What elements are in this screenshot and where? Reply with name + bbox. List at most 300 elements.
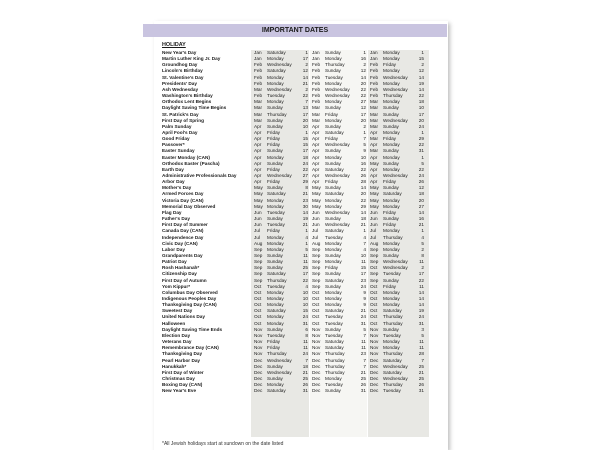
month: Mar bbox=[254, 111, 263, 117]
weekday: Sunday bbox=[267, 123, 283, 129]
month: Jun bbox=[254, 216, 262, 222]
weekday: Monday bbox=[383, 296, 400, 301]
weekday: Sunday bbox=[267, 363, 283, 369]
holiday-name: Canada Day (CAN) bbox=[162, 228, 204, 234]
day: 9 bbox=[363, 296, 366, 301]
month: Sep bbox=[370, 252, 379, 258]
month: Apr bbox=[370, 154, 378, 160]
weekday: Monday bbox=[267, 56, 284, 62]
weekday: Monday bbox=[325, 259, 342, 265]
holiday-name: Easter Sunday bbox=[162, 148, 195, 154]
day: 14 bbox=[360, 185, 366, 191]
month: Dec bbox=[254, 388, 263, 394]
weekday: Friday bbox=[267, 339, 281, 345]
holiday-name: Veterans Day bbox=[162, 339, 192, 345]
weekday: Friday bbox=[267, 166, 281, 172]
day: 1 bbox=[363, 228, 366, 234]
holiday-name: Labor Day bbox=[162, 246, 185, 252]
weekday: Saturday bbox=[383, 191, 402, 197]
weekday: Monday bbox=[383, 166, 400, 172]
month: May bbox=[254, 197, 263, 203]
holiday-name: Ash Wednesday bbox=[162, 86, 199, 92]
weekday: Thursday bbox=[325, 357, 345, 363]
day: 7 bbox=[363, 357, 366, 363]
month: Dec bbox=[254, 357, 263, 363]
day: 21 bbox=[360, 308, 366, 314]
weekday: Tuesday bbox=[267, 332, 285, 338]
day: 29 bbox=[360, 203, 366, 209]
month: Apr bbox=[254, 179, 262, 185]
day: 15 bbox=[302, 308, 308, 314]
month: Sep bbox=[254, 271, 263, 277]
month: Oct bbox=[254, 320, 262, 326]
day: 26 bbox=[418, 179, 424, 185]
weekday: Monday bbox=[267, 382, 284, 388]
day: 10 bbox=[360, 252, 366, 258]
day: 18 bbox=[418, 191, 424, 197]
weekday: Friday bbox=[267, 179, 281, 185]
holiday-name: United Nations Day bbox=[162, 314, 205, 320]
weekday: Saturday bbox=[325, 345, 344, 351]
holiday-name: Palm Sunday bbox=[162, 123, 192, 129]
weekday: Saturday bbox=[383, 369, 402, 375]
day: 20 bbox=[360, 117, 366, 123]
day: 25 bbox=[360, 375, 366, 381]
day: 22 bbox=[360, 197, 366, 203]
weekday: Monday bbox=[267, 74, 284, 80]
weekday: Wednesday bbox=[325, 209, 350, 215]
weekday: Monday bbox=[267, 240, 284, 246]
day: 30 bbox=[302, 203, 308, 209]
month: Mar bbox=[254, 117, 263, 123]
month: Mar bbox=[370, 148, 379, 154]
day: 17 bbox=[302, 271, 308, 277]
weekday: Friday bbox=[267, 136, 281, 142]
weekday: Thursday bbox=[383, 234, 403, 240]
weekday: Saturday bbox=[267, 388, 286, 394]
month: Oct bbox=[370, 283, 378, 289]
day: 14 bbox=[418, 296, 424, 301]
month: Sep bbox=[312, 246, 321, 252]
day: 17 bbox=[302, 148, 308, 154]
day: 15 bbox=[302, 142, 308, 148]
day: 27 bbox=[302, 173, 308, 178]
month: Feb bbox=[370, 93, 379, 99]
day: 19 bbox=[418, 80, 424, 86]
weekday: Monday bbox=[383, 302, 400, 308]
weekday: Monday bbox=[383, 228, 400, 234]
weekday: Thursday bbox=[383, 93, 403, 99]
month: Oct bbox=[312, 296, 320, 301]
day: 28 bbox=[360, 179, 366, 185]
day: 12 bbox=[360, 68, 366, 74]
day: 2 bbox=[363, 123, 366, 129]
month: Sep bbox=[370, 259, 379, 265]
month: Sep bbox=[254, 265, 263, 271]
weekday: Monday bbox=[325, 117, 342, 123]
day: 14 bbox=[360, 209, 366, 215]
month: Jul bbox=[370, 234, 376, 240]
day: 24 bbox=[302, 314, 308, 320]
day: 24 bbox=[360, 283, 366, 289]
month: Sep bbox=[370, 277, 379, 283]
month: May bbox=[254, 203, 263, 209]
weekday: Sunday bbox=[325, 271, 341, 277]
day: 12 bbox=[360, 105, 366, 111]
day: 21 bbox=[418, 222, 424, 228]
day: 20 bbox=[360, 80, 366, 86]
weekday: Thursday bbox=[267, 277, 287, 283]
month: Oct bbox=[312, 308, 320, 314]
month: Apr bbox=[312, 123, 320, 129]
day: 21 bbox=[302, 191, 308, 197]
month: Nov bbox=[312, 345, 321, 351]
weekday: Sunday bbox=[267, 265, 283, 271]
weekday: Monday bbox=[325, 240, 342, 246]
day: 1 bbox=[421, 129, 424, 135]
month: Apr bbox=[370, 142, 378, 148]
holiday-name: Rosh Hashanah* bbox=[162, 265, 200, 271]
day: 3 bbox=[421, 326, 424, 332]
weekday: Tuesday bbox=[325, 382, 343, 388]
month: Dec bbox=[312, 388, 321, 394]
weekday: Sunday bbox=[267, 375, 283, 381]
holiday-name: Grandparents Day bbox=[162, 252, 203, 258]
weekday: Sunday bbox=[383, 105, 399, 111]
weekday: Friday bbox=[267, 345, 281, 351]
weekday: Thursday bbox=[383, 320, 403, 326]
day: 10 bbox=[302, 296, 308, 301]
day: 14 bbox=[418, 289, 424, 295]
weekday: Saturday bbox=[267, 191, 286, 197]
holiday-column-heading: HOLIDAY bbox=[162, 42, 186, 48]
month: Feb bbox=[254, 80, 263, 86]
day: 24 bbox=[418, 123, 424, 129]
holiday-name: April Fool's Day bbox=[162, 129, 198, 135]
weekday: Saturday bbox=[325, 129, 344, 135]
month: Aug bbox=[254, 240, 263, 246]
weekday: Friday bbox=[383, 136, 397, 142]
weekday: Monday bbox=[325, 154, 342, 160]
holiday-name: First Day of Autumn bbox=[162, 277, 207, 283]
weekday: Sunday bbox=[325, 148, 341, 154]
weekday: Monday bbox=[267, 314, 284, 320]
month: Feb bbox=[254, 93, 263, 99]
important-dates-header: IMPORTANT DATES bbox=[143, 24, 447, 37]
day: 26 bbox=[360, 173, 366, 178]
day: 11 bbox=[361, 259, 366, 265]
day: 5 bbox=[421, 160, 424, 166]
weekday: Monday bbox=[383, 129, 400, 135]
holiday-name: Groundhog Day bbox=[162, 62, 198, 68]
day: 14 bbox=[418, 209, 424, 215]
weekday: Monday bbox=[267, 296, 284, 301]
day: 18 bbox=[418, 99, 424, 105]
month: Sep bbox=[370, 271, 379, 277]
weekday: Monday bbox=[325, 302, 342, 308]
month: Apr bbox=[312, 154, 320, 160]
day: 25 bbox=[418, 363, 424, 369]
holiday-name: Pearl Harbor Day bbox=[162, 357, 201, 363]
day: 20 bbox=[360, 191, 366, 197]
weekday: Monday bbox=[267, 302, 284, 308]
weekday: Monday bbox=[267, 99, 284, 105]
weekday: Tuesday bbox=[383, 271, 401, 277]
weekday: Sunday bbox=[267, 185, 283, 191]
weekday: Saturday bbox=[267, 308, 286, 314]
month: Jun bbox=[312, 222, 320, 228]
weekday: Saturday bbox=[325, 191, 344, 197]
weekday: Tuesday bbox=[383, 332, 401, 338]
holiday-name: Patriot Day bbox=[162, 259, 187, 265]
day: 2 bbox=[421, 265, 424, 271]
day: 7 bbox=[363, 363, 366, 369]
day: 1 bbox=[421, 228, 424, 234]
day: 5 bbox=[305, 246, 308, 252]
weekday: Sunday bbox=[383, 326, 399, 332]
month: Apr bbox=[254, 148, 262, 154]
day: 9 bbox=[363, 302, 366, 308]
weekday: Saturday bbox=[325, 228, 344, 234]
weekday: Wednesday bbox=[325, 93, 350, 99]
weekday: Sunday bbox=[325, 283, 341, 289]
weekday: Monday bbox=[267, 154, 284, 160]
footnote: *All Jewish holidays start at sundown on the date listed bbox=[162, 441, 284, 447]
holiday-name: Mother's Day bbox=[162, 185, 192, 191]
month: Apr bbox=[254, 160, 262, 166]
day: 22 bbox=[418, 142, 424, 148]
month: Nov bbox=[312, 351, 321, 357]
month: Mar bbox=[254, 86, 263, 92]
weekday: Sunday bbox=[267, 259, 283, 265]
day: 25 bbox=[302, 375, 308, 381]
day: 11 bbox=[419, 345, 424, 351]
day: 7 bbox=[305, 357, 308, 363]
day: 18 bbox=[302, 154, 308, 160]
month: Oct bbox=[370, 320, 378, 326]
month: Jul bbox=[254, 234, 260, 240]
month: Nov bbox=[312, 339, 321, 345]
month: Sep bbox=[254, 259, 263, 265]
holiday-name: Victoria Day (CAN) bbox=[162, 197, 204, 203]
weekday: Monday bbox=[325, 246, 342, 252]
weekday: Monday bbox=[325, 289, 342, 295]
holiday-name: Civic Day (CAN) bbox=[162, 240, 198, 246]
weekday: Friday bbox=[267, 129, 281, 135]
day: 7 bbox=[305, 99, 308, 105]
month: Feb bbox=[370, 80, 379, 86]
weekday: Monday bbox=[383, 142, 400, 148]
weekday: Wednesday bbox=[267, 357, 292, 363]
month: Oct bbox=[370, 296, 378, 301]
month: Apr bbox=[312, 136, 320, 142]
holiday-name: New Year's Eve bbox=[162, 388, 197, 394]
day: 29 bbox=[302, 179, 308, 185]
day: 21 bbox=[360, 369, 366, 375]
month: Oct bbox=[370, 265, 378, 271]
holiday-name: St. Patrick's Day bbox=[162, 111, 199, 117]
weekday: Sunday bbox=[383, 148, 399, 154]
day: 15 bbox=[302, 136, 308, 142]
weekday: Thursday bbox=[267, 351, 287, 357]
day: 21 bbox=[360, 222, 366, 228]
weekday: Wednesday bbox=[383, 117, 408, 123]
weekday: Monday bbox=[267, 289, 284, 295]
day: 1 bbox=[305, 240, 308, 246]
month: Oct bbox=[254, 296, 262, 301]
day: 26 bbox=[302, 382, 308, 388]
month: Apr bbox=[312, 142, 320, 148]
holiday-name: Flag Day bbox=[162, 209, 182, 215]
weekday: Monday bbox=[383, 56, 400, 62]
month: Nov bbox=[370, 345, 379, 351]
weekday: Tuesday bbox=[267, 93, 285, 99]
holiday-name: Orthodox Easter (Pascha) bbox=[162, 160, 220, 166]
month: Dec bbox=[370, 388, 379, 394]
weekday: Wednesday bbox=[383, 265, 408, 271]
weekday: Friday bbox=[383, 179, 397, 185]
month: Apr bbox=[312, 129, 320, 135]
weekday: Friday bbox=[325, 136, 339, 142]
day: 10 bbox=[302, 123, 308, 129]
month: Nov bbox=[254, 345, 263, 351]
weekday: Tuesday bbox=[325, 314, 343, 320]
weekday: Tuesday bbox=[325, 234, 343, 240]
holiday-name: Hanukkah* bbox=[162, 363, 187, 369]
month: Nov bbox=[254, 332, 263, 338]
weekday: Saturday bbox=[267, 68, 286, 74]
weekday: Thursday bbox=[325, 369, 345, 375]
day: 12 bbox=[418, 68, 424, 74]
month: Apr bbox=[370, 166, 378, 172]
month: Jan bbox=[370, 50, 378, 55]
day: 31 bbox=[360, 388, 366, 394]
month: Oct bbox=[254, 283, 262, 289]
month: Oct bbox=[370, 308, 378, 314]
month: Oct bbox=[254, 302, 262, 308]
month: Apr bbox=[254, 166, 262, 172]
holiday-name: Citizenship Day bbox=[162, 271, 197, 277]
day: 14 bbox=[360, 74, 366, 80]
day: 2 bbox=[421, 246, 424, 252]
weekday: Friday bbox=[383, 222, 397, 228]
weekday: Tuesday bbox=[325, 320, 343, 326]
weekday: Monday bbox=[383, 203, 400, 209]
weekday: Thursday bbox=[383, 382, 403, 388]
month: Jun bbox=[312, 216, 320, 222]
holiday-name: Columbus Day Observed bbox=[162, 289, 218, 295]
day: 9 bbox=[363, 148, 366, 154]
weekday: Tuesday bbox=[267, 222, 285, 228]
weekday: Friday bbox=[267, 142, 281, 148]
day: 4 bbox=[363, 234, 366, 240]
day: 14 bbox=[418, 74, 424, 80]
day: 7 bbox=[421, 357, 424, 363]
weekday: Monday bbox=[325, 197, 342, 203]
day: 11 bbox=[419, 259, 424, 265]
month: May bbox=[312, 203, 321, 209]
day: 22 bbox=[418, 166, 424, 172]
day: 15 bbox=[418, 56, 424, 62]
weekday: Sunday bbox=[325, 388, 341, 394]
day: 17 bbox=[302, 56, 308, 62]
month: Oct bbox=[312, 289, 320, 295]
month: Feb bbox=[254, 68, 263, 74]
weekday: Sunday bbox=[383, 123, 399, 129]
weekday: Sunday bbox=[325, 123, 341, 129]
weekday: Tuesday bbox=[267, 209, 285, 215]
holiday-name: Sweetest Day bbox=[162, 308, 193, 314]
day: 10 bbox=[302, 289, 308, 295]
month: Apr bbox=[312, 173, 320, 178]
month: Feb bbox=[312, 99, 321, 105]
month: Jan bbox=[370, 56, 378, 62]
weekday: Monday bbox=[383, 99, 400, 105]
weekday: Monday bbox=[383, 68, 400, 74]
day: 20 bbox=[302, 117, 308, 123]
holiday-name: Thanksgiving Day bbox=[162, 351, 203, 357]
weekday: Sunday bbox=[325, 216, 341, 222]
month: Jun bbox=[370, 216, 378, 222]
day: 22 bbox=[302, 166, 308, 172]
weekday: Saturday bbox=[267, 50, 286, 55]
day: 27 bbox=[360, 99, 366, 105]
day: 10 bbox=[360, 154, 366, 160]
weekday: Wednesday bbox=[383, 74, 408, 80]
month: Feb bbox=[254, 62, 263, 68]
weekday: Saturday bbox=[267, 271, 286, 277]
month: Apr bbox=[312, 148, 320, 154]
month: Dec bbox=[254, 382, 263, 388]
day: 25 bbox=[302, 265, 308, 271]
day: 1 bbox=[363, 129, 366, 135]
day: 8 bbox=[305, 332, 308, 338]
weekday: Friday bbox=[383, 283, 397, 289]
holiday-name: Lincoln's Birthday bbox=[162, 68, 203, 74]
month: Dec bbox=[312, 357, 321, 363]
weekday: Thursday bbox=[325, 62, 345, 68]
month: Jan bbox=[312, 50, 320, 55]
weekday: Monday bbox=[325, 375, 342, 381]
month: Sep bbox=[254, 277, 263, 283]
day: 17 bbox=[418, 111, 424, 117]
holiday-name: Christmas Day bbox=[162, 375, 195, 381]
month: Sep bbox=[312, 271, 321, 277]
day: 16 bbox=[360, 56, 366, 62]
day: 31 bbox=[360, 320, 366, 326]
holiday-row bbox=[162, 388, 444, 394]
day: 22 bbox=[360, 93, 366, 99]
holiday-name: Remembrance Day (CAN) bbox=[162, 345, 219, 351]
day: 31 bbox=[302, 388, 308, 394]
month: Feb bbox=[312, 93, 321, 99]
day: 2 bbox=[305, 86, 308, 92]
day: 8 bbox=[421, 252, 424, 258]
weekday: Monday bbox=[383, 345, 400, 351]
month: Feb bbox=[312, 80, 321, 86]
month: Sep bbox=[312, 283, 321, 289]
month: Feb bbox=[370, 68, 379, 74]
day: 31 bbox=[418, 320, 424, 326]
weekday: Monday bbox=[267, 234, 284, 240]
weekday: Wednesday bbox=[267, 369, 292, 375]
month: Feb bbox=[312, 68, 321, 74]
weekday: Saturday bbox=[325, 166, 344, 172]
weekday: Tuesday bbox=[383, 388, 401, 394]
month: Oct bbox=[254, 308, 262, 314]
weekday: Wednesday bbox=[325, 222, 350, 228]
day: 22 bbox=[302, 277, 308, 283]
